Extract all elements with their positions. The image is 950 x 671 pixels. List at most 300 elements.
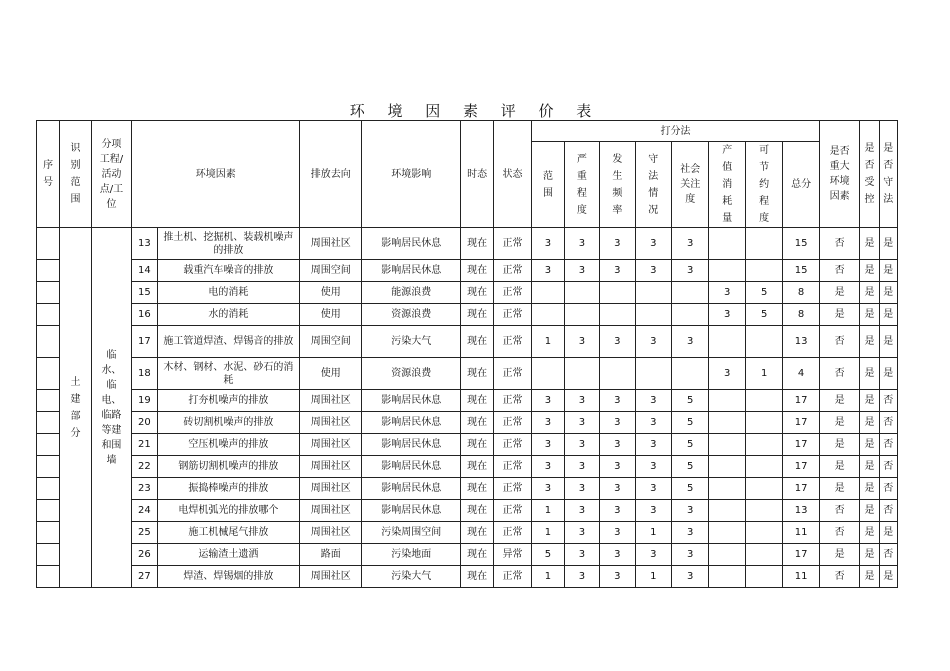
score-cell: 1 <box>532 566 564 588</box>
evaluation-table <box>36 120 898 588</box>
factor-cell: 电的消耗 <box>157 282 300 304</box>
header-activity: 分项工程/活动点/工位 <box>91 121 132 228</box>
score-cell: 3 <box>709 358 745 390</box>
score-cell <box>600 304 635 326</box>
header-sub-social: 社会关注度 <box>672 142 709 228</box>
score-cell <box>709 228 745 260</box>
score-cell: 3 <box>672 228 709 260</box>
row-number: 15 <box>132 282 157 304</box>
lawful-cell: 是 <box>879 326 897 358</box>
total-cell: 11 <box>783 566 819 588</box>
discharge-cell: 周围社区 <box>300 412 362 434</box>
seq-cell <box>37 358 60 390</box>
score-cell <box>709 260 745 282</box>
lawful-cell: 否 <box>879 390 897 412</box>
score-cell <box>532 282 564 304</box>
total-cell: 17 <box>783 434 819 456</box>
score-cell <box>745 544 782 566</box>
major-cell: 是 <box>819 390 860 412</box>
total-cell: 17 <box>783 412 819 434</box>
score-cell: 3 <box>600 500 635 522</box>
major-cell: 是 <box>819 456 860 478</box>
controlled-cell: 是 <box>860 500 879 522</box>
score-cell: 3 <box>600 434 635 456</box>
impact-cell: 影响居民休息 <box>362 412 461 434</box>
total-cell: 8 <box>783 304 819 326</box>
score-cell: 1 <box>532 326 564 358</box>
table-row <box>37 412 898 434</box>
total-cell: 15 <box>783 260 819 282</box>
score-cell <box>709 478 745 500</box>
score-cell: 3 <box>564 566 599 588</box>
factor-cell: 焊渣、焊锡烟的排放 <box>157 566 300 588</box>
state-cell: 正常 <box>493 434 531 456</box>
impact-cell: 影响居民休息 <box>362 390 461 412</box>
row-number: 14 <box>132 260 157 282</box>
lawful-cell: 否 <box>879 412 897 434</box>
controlled-cell: 是 <box>860 228 879 260</box>
score-cell <box>635 304 671 326</box>
controlled-cell: 是 <box>860 358 879 390</box>
state-cell: 正常 <box>493 478 531 500</box>
seq-cell <box>37 282 60 304</box>
lawful-cell: 否 <box>879 544 897 566</box>
header-sub-frequency: 发生频率 <box>600 142 635 228</box>
seq-cell <box>37 326 60 358</box>
tense-cell: 现在 <box>461 282 493 304</box>
header-discharge: 排放去向 <box>300 121 362 228</box>
score-cell: 3 <box>532 390 564 412</box>
table-row <box>37 304 898 326</box>
score-cell: 3 <box>600 544 635 566</box>
discharge-cell: 周围社区 <box>300 522 362 544</box>
score-cell: 3 <box>600 260 635 282</box>
discharge-cell: 周围社区 <box>300 478 362 500</box>
score-cell: 3 <box>564 544 599 566</box>
score-cell <box>564 282 599 304</box>
score-cell: 3 <box>564 228 599 260</box>
total-cell: 17 <box>783 478 819 500</box>
impact-cell: 资源浪费 <box>362 304 461 326</box>
score-cell <box>745 566 782 588</box>
score-cell <box>532 304 564 326</box>
discharge-cell: 周围社区 <box>300 228 362 260</box>
header-seq: 序号 <box>37 121 60 228</box>
tense-cell: 现在 <box>461 456 493 478</box>
score-cell: 3 <box>532 478 564 500</box>
score-cell: 5 <box>672 478 709 500</box>
tense-cell: 现在 <box>461 358 493 390</box>
tense-cell: 现在 <box>461 304 493 326</box>
state-cell: 正常 <box>493 500 531 522</box>
page-title: 环 境 因 素 评 价 表 <box>349 102 601 120</box>
score-cell <box>564 304 599 326</box>
score-cell: 3 <box>635 326 671 358</box>
controlled-cell: 是 <box>860 282 879 304</box>
total-cell: 17 <box>783 544 819 566</box>
factor-cell: 施工管道焊渣、焊锡音的排放 <box>157 326 300 358</box>
score-cell <box>709 522 745 544</box>
lawful-cell: 是 <box>879 260 897 282</box>
table-row <box>37 390 898 412</box>
state-cell: 正常 <box>493 326 531 358</box>
lawful-cell: 是 <box>879 566 897 588</box>
header-tense: 时态 <box>461 121 493 228</box>
table-row <box>37 544 898 566</box>
scope-text: 土建部分 <box>70 376 81 439</box>
major-cell: 是 <box>819 544 860 566</box>
score-cell <box>709 434 745 456</box>
score-cell: 3 <box>564 326 599 358</box>
score-cell: 5 <box>745 282 782 304</box>
discharge-cell: 周围空间 <box>300 326 362 358</box>
score-cell: 3 <box>600 326 635 358</box>
state-cell: 正常 <box>493 260 531 282</box>
score-cell: 3 <box>709 282 745 304</box>
tense-cell: 现在 <box>461 522 493 544</box>
seq-cell <box>37 304 60 326</box>
score-cell: 3 <box>635 456 671 478</box>
score-cell: 3 <box>600 522 635 544</box>
discharge-cell: 路面 <box>300 544 362 566</box>
row-number: 22 <box>132 456 157 478</box>
score-cell <box>745 390 782 412</box>
lawful-cell: 是 <box>879 228 897 260</box>
score-cell: 3 <box>532 228 564 260</box>
score-cell <box>745 326 782 358</box>
score-cell: 3 <box>532 456 564 478</box>
lawful-cell: 否 <box>879 500 897 522</box>
table-row <box>37 434 898 456</box>
score-cell: 3 <box>600 566 635 588</box>
score-cell <box>709 544 745 566</box>
total-cell: 17 <box>783 456 819 478</box>
scope-cell <box>60 228 91 588</box>
major-cell: 否 <box>819 326 860 358</box>
impact-cell: 影响居民休息 <box>362 456 461 478</box>
table-row <box>37 228 898 260</box>
header-lawful: 是否守法 <box>879 121 897 228</box>
controlled-cell: 是 <box>860 478 879 500</box>
lawful-cell: 是 <box>879 304 897 326</box>
major-cell: 否 <box>819 500 860 522</box>
header-sub-range: 范围 <box>532 142 564 228</box>
header-sub-total: 总分 <box>783 142 819 228</box>
score-cell <box>600 358 635 390</box>
score-cell: 3 <box>672 566 709 588</box>
score-cell <box>745 228 782 260</box>
header-sub-severity: 严重程度 <box>564 142 599 228</box>
score-cell <box>745 500 782 522</box>
score-cell: 3 <box>672 522 709 544</box>
factor-cell: 水的消耗 <box>157 304 300 326</box>
total-cell: 8 <box>783 282 819 304</box>
table-row <box>37 358 898 390</box>
seq-cell <box>37 478 60 500</box>
row-number: 16 <box>132 304 157 326</box>
score-cell <box>564 358 599 390</box>
tense-cell: 现在 <box>461 478 493 500</box>
state-cell: 正常 <box>493 228 531 260</box>
row-number: 18 <box>132 358 157 390</box>
score-cell: 3 <box>635 390 671 412</box>
score-cell <box>709 390 745 412</box>
major-cell: 是 <box>819 412 860 434</box>
header-major: 是否重大环境因素 <box>819 121 860 228</box>
row-number: 27 <box>132 566 157 588</box>
major-cell: 是 <box>819 478 860 500</box>
score-cell <box>709 412 745 434</box>
total-cell: 17 <box>783 390 819 412</box>
state-cell: 正常 <box>493 456 531 478</box>
score-cell: 3 <box>532 434 564 456</box>
state-cell: 异常 <box>493 544 531 566</box>
major-cell: 否 <box>819 228 860 260</box>
controlled-cell: 是 <box>860 434 879 456</box>
seq-cell <box>37 228 60 260</box>
score-cell: 3 <box>564 478 599 500</box>
tense-cell: 现在 <box>461 390 493 412</box>
score-cell: 3 <box>564 390 599 412</box>
score-cell: 1 <box>532 522 564 544</box>
discharge-cell: 周围社区 <box>300 456 362 478</box>
header-state: 状态 <box>493 121 531 228</box>
score-cell: 3 <box>564 260 599 282</box>
seq-cell <box>37 434 60 456</box>
score-cell: 3 <box>635 412 671 434</box>
header-sub-consumption: 产值消耗量 <box>709 142 745 228</box>
total-cell: 15 <box>783 228 819 260</box>
discharge-cell: 周围社区 <box>300 500 362 522</box>
header-scope: 识别范围 <box>60 121 91 228</box>
lawful-cell: 是 <box>879 282 897 304</box>
controlled-cell: 是 <box>860 544 879 566</box>
state-cell: 正常 <box>493 522 531 544</box>
score-cell: 1 <box>745 358 782 390</box>
score-cell: 3 <box>635 478 671 500</box>
seq-cell <box>37 544 60 566</box>
controlled-cell: 是 <box>860 326 879 358</box>
score-cell <box>745 434 782 456</box>
header-sub-saving: 可节约程度 <box>745 142 782 228</box>
state-cell: 正常 <box>493 566 531 588</box>
score-cell: 3 <box>600 456 635 478</box>
score-cell: 5 <box>745 304 782 326</box>
impact-cell: 影响居民休息 <box>362 228 461 260</box>
score-cell <box>532 358 564 390</box>
score-cell <box>635 282 671 304</box>
score-cell <box>709 456 745 478</box>
state-cell: 正常 <box>493 282 531 304</box>
score-cell: 3 <box>600 478 635 500</box>
lawful-cell: 是 <box>879 358 897 390</box>
score-cell: 3 <box>635 500 671 522</box>
score-cell: 3 <box>600 228 635 260</box>
score-cell: 3 <box>600 390 635 412</box>
state-cell: 正常 <box>493 390 531 412</box>
table-row <box>37 522 898 544</box>
tense-cell: 现在 <box>461 326 493 358</box>
score-cell <box>635 358 671 390</box>
table-row <box>37 326 898 358</box>
controlled-cell: 是 <box>860 304 879 326</box>
score-cell: 1 <box>532 500 564 522</box>
row-number: 21 <box>132 434 157 456</box>
factor-cell: 砖切割机噪声的排放 <box>157 412 300 434</box>
score-cell: 3 <box>635 260 671 282</box>
tense-cell: 现在 <box>461 566 493 588</box>
header-sub-compliance: 守法情况 <box>635 142 671 228</box>
score-cell: 3 <box>635 434 671 456</box>
score-cell <box>600 282 635 304</box>
discharge-cell: 使用 <box>300 282 362 304</box>
score-cell: 3 <box>672 326 709 358</box>
score-cell: 3 <box>635 228 671 260</box>
state-cell: 正常 <box>493 412 531 434</box>
tense-cell: 现在 <box>461 260 493 282</box>
impact-cell: 污染地面 <box>362 544 461 566</box>
score-cell: 3 <box>564 412 599 434</box>
major-cell: 否 <box>819 566 860 588</box>
score-cell: 5 <box>672 390 709 412</box>
impact-cell: 影响居民休息 <box>362 434 461 456</box>
activity-cell <box>91 228 132 588</box>
score-cell: 3 <box>564 434 599 456</box>
seq-cell <box>37 260 60 282</box>
controlled-cell: 是 <box>860 412 879 434</box>
controlled-cell: 是 <box>860 456 879 478</box>
state-cell: 正常 <box>493 304 531 326</box>
score-cell: 3 <box>709 304 745 326</box>
table-row <box>37 566 898 588</box>
impact-cell: 污染周围空间 <box>362 522 461 544</box>
score-cell: 3 <box>564 456 599 478</box>
score-cell <box>745 260 782 282</box>
controlled-cell: 是 <box>860 260 879 282</box>
factor-cell: 木材、钢材、水泥、砂石的消耗 <box>157 358 300 390</box>
seq-cell <box>37 566 60 588</box>
discharge-cell: 周围社区 <box>300 434 362 456</box>
row-number: 17 <box>132 326 157 358</box>
score-cell: 3 <box>532 412 564 434</box>
header-factor: 环境因素 <box>132 121 300 228</box>
discharge-cell: 使用 <box>300 304 362 326</box>
score-cell <box>672 304 709 326</box>
factor-cell: 推土机、挖掘机、装载机噪声的排放 <box>157 228 300 260</box>
table-row <box>37 500 898 522</box>
score-cell: 5 <box>532 544 564 566</box>
score-cell <box>745 522 782 544</box>
factor-cell: 空压机噪声的排放 <box>157 434 300 456</box>
score-cell: 3 <box>672 500 709 522</box>
discharge-cell: 周围社区 <box>300 566 362 588</box>
impact-cell: 资源浪费 <box>362 358 461 390</box>
discharge-cell: 周围社区 <box>300 390 362 412</box>
header-scoring: 打分法 <box>532 121 820 142</box>
discharge-cell: 使用 <box>300 358 362 390</box>
seq-cell <box>37 412 60 434</box>
tense-cell: 现在 <box>461 412 493 434</box>
score-cell: 3 <box>564 500 599 522</box>
controlled-cell: 是 <box>860 522 879 544</box>
table-row <box>37 260 898 282</box>
factor-cell: 载重汽车噪音的排放 <box>157 260 300 282</box>
controlled-cell: 是 <box>860 566 879 588</box>
impact-cell: 影响居民休息 <box>362 500 461 522</box>
row-number: 19 <box>132 390 157 412</box>
tense-cell: 现在 <box>461 544 493 566</box>
impact-cell: 影响居民休息 <box>362 260 461 282</box>
score-cell: 3 <box>600 412 635 434</box>
header-impact: 环境影响 <box>362 121 461 228</box>
factor-cell: 电焊机弧光的排放哪个 <box>157 500 300 522</box>
table-row <box>37 456 898 478</box>
major-cell: 否 <box>819 522 860 544</box>
total-cell: 13 <box>783 326 819 358</box>
table-row <box>37 282 898 304</box>
activity-text: 临水、临电、临路等建和围墙 <box>101 349 122 466</box>
tense-cell: 现在 <box>461 228 493 260</box>
score-cell <box>745 412 782 434</box>
factor-cell: 打夯机噪声的排放 <box>157 390 300 412</box>
row-number: 23 <box>132 478 157 500</box>
score-cell <box>672 282 709 304</box>
impact-cell: 污染大气 <box>362 566 461 588</box>
factor-cell: 钢筋切割机噪声的排放 <box>157 456 300 478</box>
score-cell: 3 <box>532 260 564 282</box>
score-cell: 3 <box>635 544 671 566</box>
table-row <box>37 478 898 500</box>
seq-cell <box>37 522 60 544</box>
seq-cell <box>37 456 60 478</box>
impact-cell: 污染大气 <box>362 326 461 358</box>
major-cell: 是 <box>819 282 860 304</box>
score-cell <box>672 358 709 390</box>
score-cell: 3 <box>564 522 599 544</box>
row-number: 20 <box>132 412 157 434</box>
controlled-cell: 是 <box>860 390 879 412</box>
major-cell: 是 <box>819 304 860 326</box>
score-cell <box>745 456 782 478</box>
row-number: 26 <box>132 544 157 566</box>
header-controlled: 是否受控 <box>860 121 879 228</box>
score-cell: 3 <box>672 544 709 566</box>
total-cell: 11 <box>783 522 819 544</box>
major-cell: 否 <box>819 358 860 390</box>
score-cell <box>709 500 745 522</box>
total-cell: 4 <box>783 358 819 390</box>
major-cell: 是 <box>819 434 860 456</box>
total-cell: 13 <box>783 500 819 522</box>
impact-cell: 能源浪费 <box>362 282 461 304</box>
factor-cell: 施工机械尾气排放 <box>157 522 300 544</box>
row-number: 24 <box>132 500 157 522</box>
tense-cell: 现在 <box>461 434 493 456</box>
score-cell: 5 <box>672 434 709 456</box>
score-cell: 5 <box>672 456 709 478</box>
score-cell: 1 <box>635 522 671 544</box>
row-number: 25 <box>132 522 157 544</box>
score-cell <box>709 326 745 358</box>
seq-cell <box>37 500 60 522</box>
state-cell: 正常 <box>493 358 531 390</box>
tense-cell: 现在 <box>461 500 493 522</box>
score-cell: 1 <box>635 566 671 588</box>
seq-cell <box>37 390 60 412</box>
lawful-cell: 否 <box>879 456 897 478</box>
score-cell <box>745 478 782 500</box>
factor-cell: 运输渣土遗洒 <box>157 544 300 566</box>
